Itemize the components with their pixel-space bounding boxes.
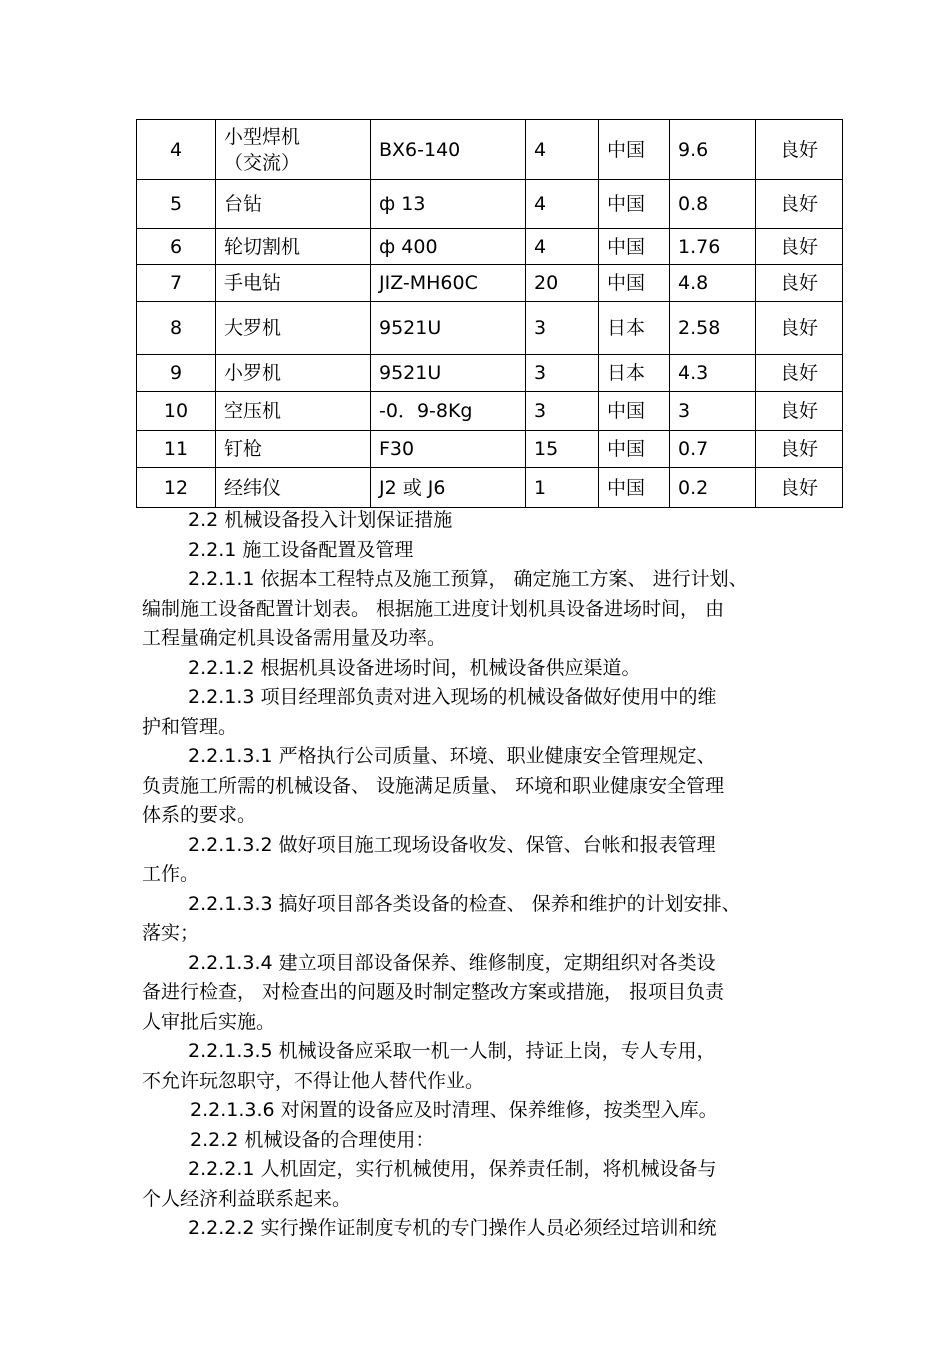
cell-status: 良好	[756, 302, 843, 355]
table-row	[137, 431, 843, 468]
paragraph-line: 2.2.1.2 根据机具设备进场时间，机械设备供应渠道。	[188, 656, 641, 679]
cell-equipment-name: 小型焊机 （交流）	[216, 120, 371, 180]
table-row	[137, 355, 843, 392]
cell-model: JIZ-MH60C	[371, 265, 526, 302]
section-heading: 2.2.1 施工设备配置及管理	[188, 538, 414, 561]
cell-equipment-name: 台钻	[216, 180, 371, 229]
document-body	[142, 506, 822, 1244]
cell-model: ф 400	[371, 229, 526, 265]
paragraph-line: 护和管理。	[142, 715, 238, 738]
table-row	[137, 468, 843, 508]
cell-number: 5	[137, 180, 216, 229]
cell-origin: 中国	[599, 431, 670, 468]
cell-quantity: 20	[526, 265, 599, 302]
cell-origin: 日本	[599, 302, 670, 355]
cell-origin: 中国	[599, 265, 670, 302]
cell-equipment-name: 轮切割机	[216, 229, 371, 265]
cell-equipment-name: 小罗机	[216, 355, 371, 392]
cell-status: 良好	[756, 180, 843, 229]
cell-quantity: 1	[526, 468, 599, 508]
cell-number: 8	[137, 302, 216, 355]
paragraph-line: 工程量确定机具设备需用量及功率。	[142, 627, 447, 649]
cell-power: 0.2	[670, 468, 756, 508]
table-row	[137, 265, 843, 302]
cell-power: 9.6	[670, 120, 756, 180]
paragraph-line: 2.2.1.3 项目经理部负责对进入现场的机械设备做好使用中的维	[188, 686, 717, 708]
cell-origin: 中国	[599, 120, 670, 180]
paragraph-line: 体系的要求。	[142, 804, 257, 826]
cell-number: 7	[137, 265, 216, 302]
equipment-table	[136, 119, 843, 508]
cell-number: 6	[137, 229, 216, 265]
cell-model: -0．9-8Kg	[371, 392, 526, 431]
cell-equipment-name: 手电钻	[216, 265, 371, 302]
table-row	[137, 120, 843, 180]
cell-model: 9521U	[371, 355, 526, 392]
cell-status: 良好	[756, 229, 843, 265]
cell-power: 4.8	[670, 265, 756, 302]
equipment-table-body	[137, 120, 843, 508]
paragraph-line: 个人经济利益联系起来。	[142, 1187, 352, 1210]
cell-quantity: 4	[526, 180, 599, 229]
cell-power: 2.58	[670, 302, 756, 355]
table-row	[137, 392, 843, 431]
cell-number: 9	[137, 355, 216, 392]
cell-power: 0.7	[670, 431, 756, 468]
cell-number: 10	[137, 392, 216, 431]
paragraph-line: 负责施工所需的机械设备、 设施满足质量、 环境和职业健康安全管理	[142, 774, 725, 797]
cell-model: 9521U	[371, 302, 526, 355]
paragraph-line: 2.2.1.3.3 搞好项目部各类设备的检查、 保养和维护的计划安排、	[188, 892, 741, 915]
paragraph-line: 2.2.1.3.5 机械设备应采取一机一人制，持证上岗，专人专用，	[188, 1040, 716, 1062]
cell-equipment-name: 钉枪	[216, 431, 371, 468]
paragraph-line: 备进行检查， 对检查出的问题及时制定整改方案或措施， 报项目负责	[142, 981, 725, 1003]
cell-power: 4.3	[670, 355, 756, 392]
paragraph-line: 2.2.2.2 实行操作证制度专机的专门操作人员必须经过培训和统	[188, 1217, 717, 1239]
cell-quantity: 3	[526, 392, 599, 431]
paragraph-line: 2.2.1.3.4 建立项目部设备保养、维修制度，定期组织对各类设	[188, 951, 716, 974]
cell-model: ф 13	[371, 180, 526, 229]
cell-quantity: 3	[526, 355, 599, 392]
paragraph-line: 工作。	[142, 863, 200, 885]
paragraph-line: 2.2.1.3.1 严格执行公司质量、环境、职业健康安全管理规定、	[188, 745, 716, 767]
cell-status: 良好	[756, 120, 843, 180]
cell-power: 0.8	[670, 180, 756, 229]
paragraph-line: 2.2.1.3.2 做好项目施工现场设备收发、保管、台帐和报表管理	[188, 833, 716, 856]
cell-origin: 中国	[599, 229, 670, 265]
cell-number: 12	[137, 468, 216, 508]
cell-equipment-name: 大罗机	[216, 302, 371, 355]
cell-quantity: 15	[526, 431, 599, 468]
table-row	[137, 302, 843, 355]
paragraph-line: 2.2.1.3.6 对闲置的设备应及时清理、保养维修，按类型入库。	[190, 1099, 718, 1121]
table-row	[137, 180, 843, 229]
cell-model: F30	[371, 431, 526, 468]
paragraph-line: 2.2.2.1 人机固定，实行机械使用，保养责任制，将机械设备与	[188, 1158, 717, 1180]
table-row	[137, 229, 843, 265]
cell-status: 良好	[756, 355, 843, 392]
cell-quantity: 4	[526, 229, 599, 265]
cell-model: J2 或 J6	[371, 468, 526, 508]
paragraph-line: 落实；	[142, 922, 200, 944]
paragraph-line: 编制施工设备配置计划表。 根据施工进度计划机具设备进场时间， 由	[142, 597, 725, 620]
cell-status: 良好	[756, 265, 843, 302]
cell-origin: 日本	[599, 355, 670, 392]
section-heading: 2.2.2 机械设备的合理使用：	[190, 1128, 435, 1151]
cell-power: 3	[670, 392, 756, 431]
cell-quantity: 4	[526, 120, 599, 180]
cell-status: 良好	[756, 431, 843, 468]
cell-equipment-name: 经纬仪	[216, 468, 371, 508]
cell-origin: 中国	[599, 392, 670, 431]
cell-origin: 中国	[599, 468, 670, 508]
cell-quantity: 3	[526, 302, 599, 355]
cell-equipment-name: 空压机	[216, 392, 371, 431]
cell-number: 11	[137, 431, 216, 468]
cell-power: 1.76	[670, 229, 756, 265]
paragraph-line: 2.2.1.1 依据本工程特点及施工预算， 确定施工方案、 进行计划、	[188, 568, 748, 590]
paragraph-line: 人审批后实施。	[142, 1010, 276, 1033]
section-heading: 2.2 机械设备投入计划保证措施	[188, 509, 453, 531]
paragraph-line: 不允许玩忽职守，不得让他人替代作业。	[142, 1069, 485, 1092]
cell-model: BX6-140	[371, 120, 526, 180]
cell-status: 良好	[756, 392, 843, 431]
cell-status: 良好	[756, 468, 843, 508]
cell-number: 4	[137, 120, 216, 180]
cell-origin: 中国	[599, 180, 670, 229]
